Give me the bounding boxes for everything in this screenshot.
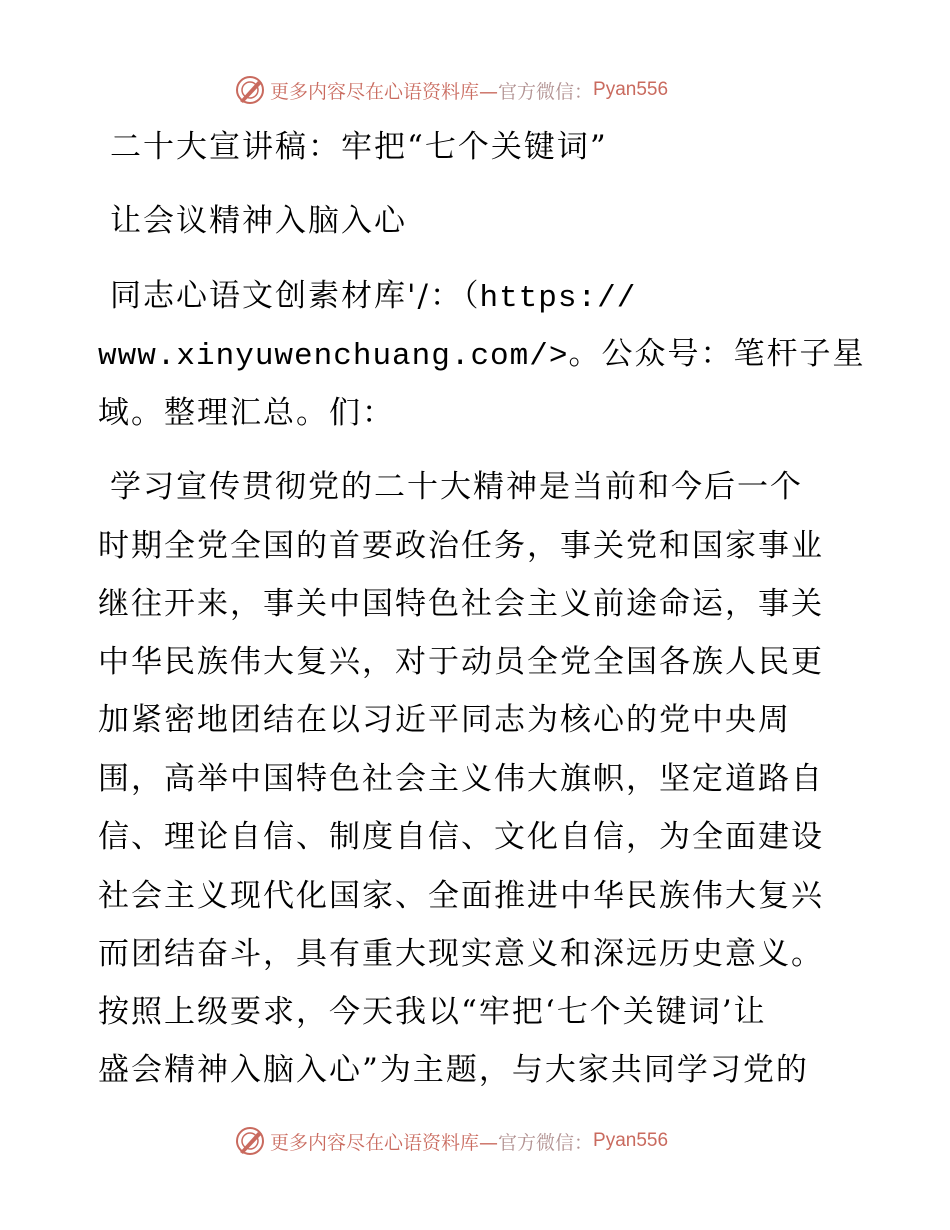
paragraph-line: 加紧密地团结在以习近平同志为核心的党中央周 bbox=[98, 702, 791, 738]
paragraph-line: 继往开来，事关中国特色社会主义前途命运，事关 bbox=[98, 586, 824, 622]
watermark-wechat-label: 官方微信： bbox=[498, 80, 594, 103]
paragraph-line: 信、理论自信、制度自信、文化自信，为全面建设 bbox=[98, 819, 824, 855]
source-line-1 bbox=[98, 276, 636, 319]
paragraph-line: 盛会精神入脑入心”为主题，与大家共同学习党的 bbox=[98, 1052, 809, 1088]
watermark-text: 更多内容尽在心语资料库— bbox=[270, 1131, 499, 1154]
watermark-wechat-id: Pyan556 bbox=[593, 1130, 669, 1151]
quill-logo-icon bbox=[234, 74, 266, 106]
source-line-2-text: 。公众号：笔杆子星 bbox=[568, 336, 866, 372]
paragraph-line: 学习宣传贯彻党的二十大精神是当前和今后一个 bbox=[110, 469, 803, 505]
watermark-text: 更多内容尽在心语资料库— bbox=[270, 80, 499, 103]
source-url-part-2: www.xinyuwenchuang.com/> bbox=[98, 339, 569, 374]
paragraph-line: 按照上级要求，今天我以“牢把‘七个关键词’让 bbox=[98, 994, 767, 1030]
watermark-wechat-id: Pyan556 bbox=[593, 79, 669, 100]
paragraph-line: 中华民族伟大复兴，对于动员全党全国各族人民更 bbox=[98, 644, 824, 680]
watermark-wechat-label: 官方微信： bbox=[498, 1131, 594, 1154]
paragraph-line: 而团结奋斗，具有重大现实意义和深远历史意义。 bbox=[98, 936, 824, 972]
watermark-header bbox=[234, 73, 668, 107]
paragraph-line: 社会主义现代化国家、全面推进中华民族伟大复兴 bbox=[98, 878, 824, 914]
quill-logo-icon bbox=[234, 1125, 266, 1157]
source-line-2 bbox=[98, 334, 865, 377]
paragraph-line: 时期全党全国的首要政治任务，事关党和国家事业 bbox=[98, 528, 824, 564]
source-line-1-text: 同志心语文创素材库'/： bbox=[110, 278, 463, 314]
source-line-3: 域。整理汇总。们： bbox=[98, 395, 395, 431]
watermark-footer bbox=[234, 1124, 668, 1158]
source-url-part-1: （https:// bbox=[462, 281, 637, 316]
document-title-line-1: 二十大宣讲稿：牢把“七个关键词” bbox=[110, 129, 608, 165]
paragraph-line: 围，高举中国特色社会主义伟大旗帜，坚定道路自 bbox=[98, 761, 824, 797]
document-title-line-2: 让会议精神入脑入心 bbox=[110, 203, 407, 239]
